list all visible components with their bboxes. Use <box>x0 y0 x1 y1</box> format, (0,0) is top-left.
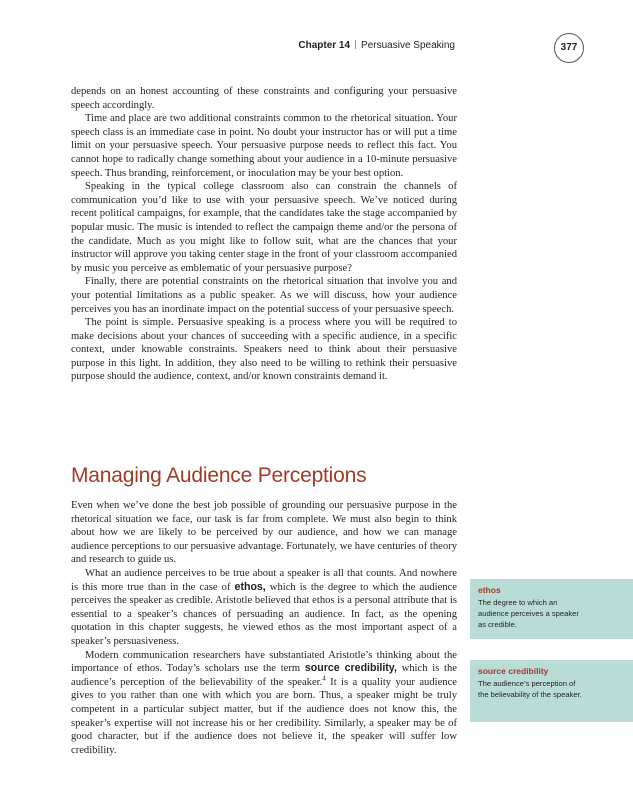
key-term-ethos: ethos, <box>234 580 266 593</box>
chapter-label: Chapter 14 <box>298 40 351 51</box>
glossary-term: ethos <box>478 585 501 595</box>
chapter-title: Persuasive Speaking <box>361 40 455 51</box>
paragraph: Time and place are two additional constraints common to the rhetorical situation. Your speech class is an immediate case in point. No doubt your instructor has or will put a time limit on your persuasive speech. Your persuasive purpose needs to reflect this fact. You cannot hope to radically change something about your audience in a 10-minute persuasive speech. Thus branding, reinforcement, or inoculation may be your best option. <box>71 113 457 179</box>
chapter-header <box>298 40 455 51</box>
paragraph <box>71 567 457 649</box>
text-run: What an audience perceives to be true about a speaker is all that counts. And nowhere is this more true than in the case of <box>71 567 457 593</box>
body-text-section <box>71 499 457 757</box>
text-run: Modern communication researchers have substantiated Aristotle’s thinking about the importance of ethos. Today’s scholars use the term <box>71 649 457 675</box>
header-divider <box>355 40 356 49</box>
paragraph: Speaking in the typical college classroom also can constrain the channels of communication you’d like to use with your persuasive speech. We’ve noticed during recent political campaigns, for example, that the candidates take the stage accompanied by popular music. The music is intended to reflect the campaign theme and/or the persona of the candidate. Much as you might like to follow suit, what are the chances that your instructor will approve you taking center stage in the front of your classroom accompanied by music you perceive as emblematic of your persuasive purpose? <box>71 181 457 274</box>
paragraph: The point is simple. Persuasive speaking is a process where you will be required to make decisions about your chances of succeeding with a specific audience, in a specific context, under knowable constraints. Speakers need to think about their persuasive purpose in this light. In addition, they also need to be willing to rethink their persuasive purpose should the audience, context, and/or known constraints demand it. <box>71 317 457 383</box>
text-run: which is the degree to which the audience perceives the speaker as credible. Aristotle believed that ethos is a personal attribute that is essential to a speaker’s chances of persuading an audience. In fact, as the opening quotation in this chapter suggests, he viewed ethos as the most important aspect of a speaker’s persuasiveness. <box>71 581 457 647</box>
glossary-box-ethos <box>470 579 633 639</box>
running-header <box>0 38 633 58</box>
text-run: which is the audience’s perception of the believability of the speaker. <box>71 663 458 688</box>
paragraph: depends on an honest accounting of these constraints and configuring your persuasive speech accordingly. <box>71 86 457 111</box>
glossary-definition: The audience’s perception of the believability of the speaker. <box>478 679 582 699</box>
glossary-term: source credibility <box>478 666 549 676</box>
paragraph: Even when we’ve done the best job possible of grounding our persuasive purpose in the rhetorical situation we face, our task is far from complete. We must also begin to think about how we are likely to be perceived by our audience, and how we can manage audience perceptions to our persuasive advantage. Fortunately, we have centuries of theory and research to guide us. <box>71 500 457 566</box>
paragraph: Finally, there are potential constraints on the rhetorical situation that involve you and your potential limitations as a public speaker. As we will discuss, how your audience perceives you has an inordinate impact on the potential success of your persuasive speech. <box>71 276 457 315</box>
body-text-top <box>71 85 457 384</box>
glossary-definition: The degree to which an audience perceives a speaker as credible. <box>478 598 579 629</box>
key-term-source-credibility: source credibility, <box>304 662 397 675</box>
page-number: 377 <box>554 33 584 63</box>
glossary-box-source-credibility <box>470 660 633 722</box>
footnote-ref: 4 <box>322 674 326 683</box>
text-run: It is a quality your audience gives to you rather than one with which you are born. Thus, a speaker might be truly competent in a particular subject matter, but if the audience does not know this, the speaker’s expertise will not increase his or her credibility. Similarly, a speaker may be of good character, but if the audience does not believe it, the speaker will suffer low credibility. <box>71 676 457 756</box>
paragraph <box>71 649 457 758</box>
section-heading: Managing Audience Perceptions <box>71 464 367 487</box>
